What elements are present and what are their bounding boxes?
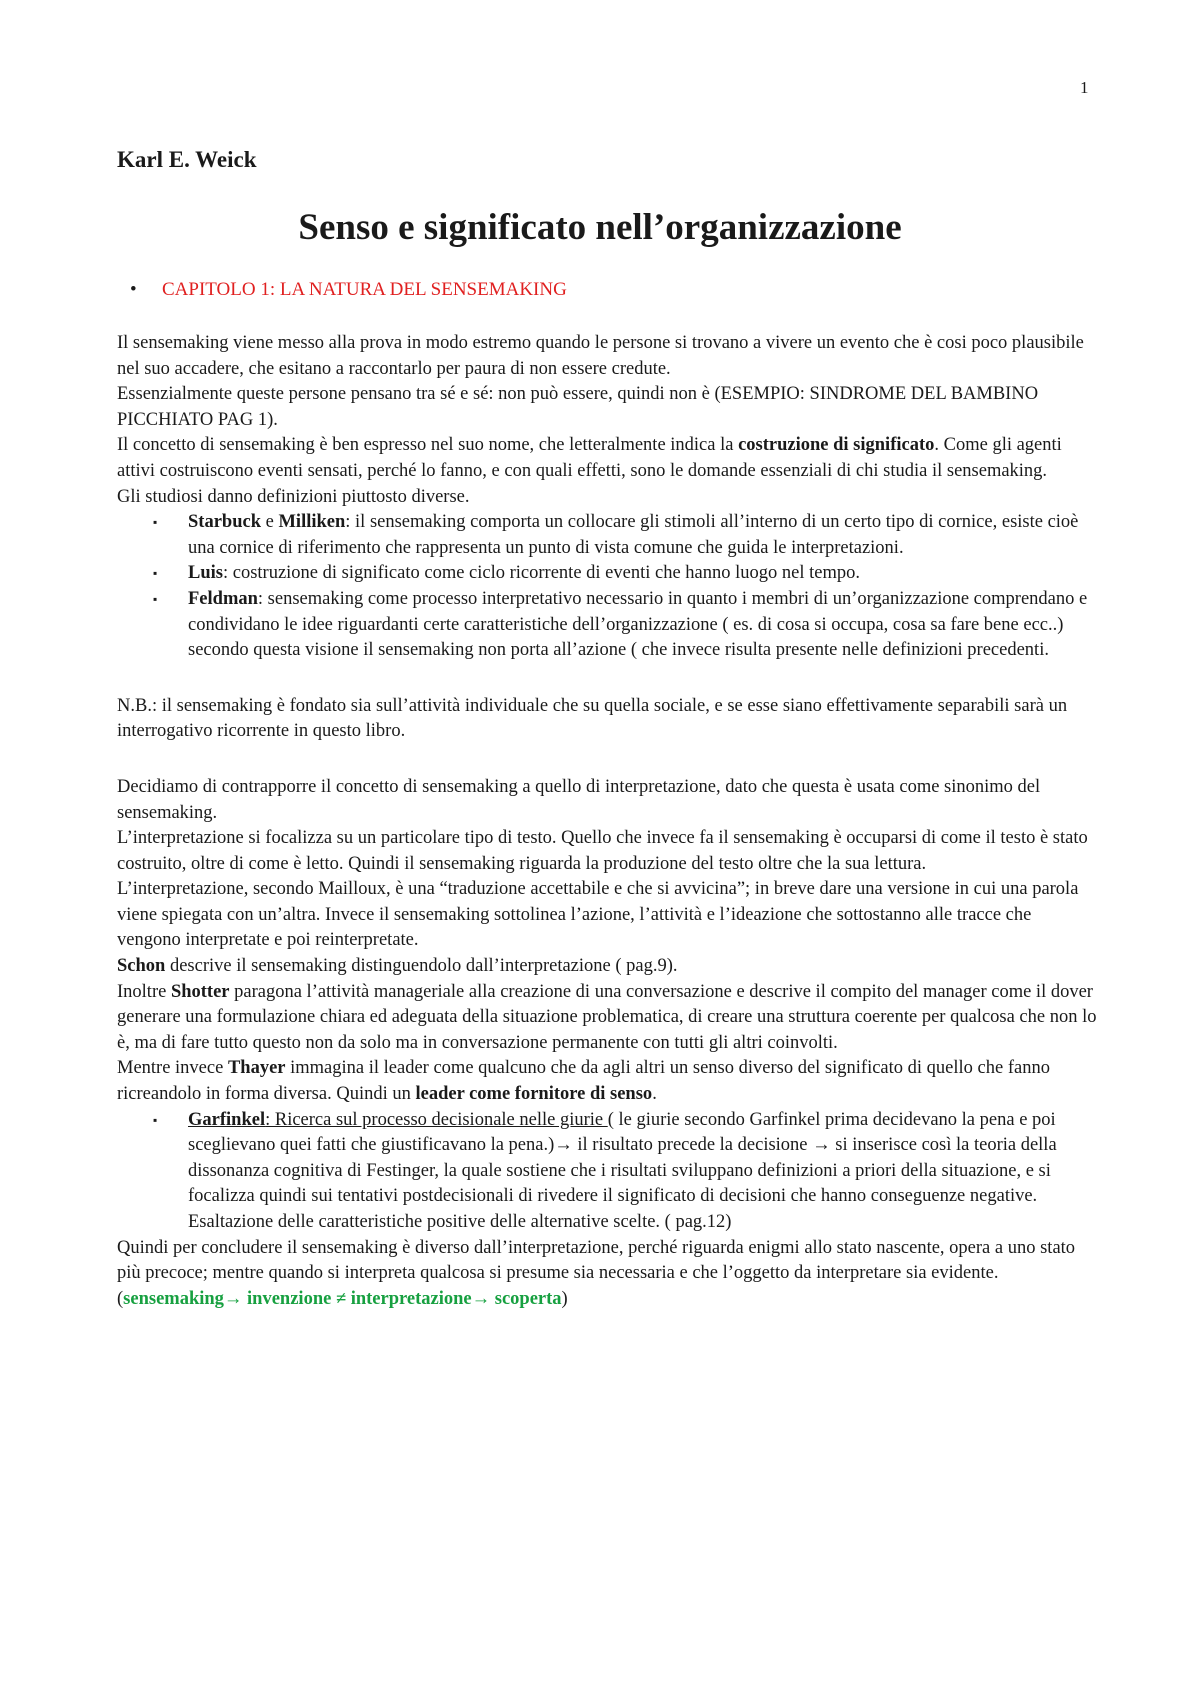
paragraph: L’interpretazione si focalizza su un particolare tipo di testo. Quello che invece fa il sensemaking è occuparsi di come il testo è stato costruito, oltre di come è letto. Quindi il sensemaking riguarda la produzione del testo oltre che la sua lettura. <box>117 828 1088 874</box>
text-run: Inoltre <box>117 981 171 1002</box>
paragraph <box>117 1056 1097 1107</box>
page-number: 1 <box>1080 78 1089 97</box>
text-run: descrive il sensemaking distinguendolo dall’interpretazione ( pag.9). <box>165 956 678 977</box>
author-name: Karl E. Weick <box>117 147 257 172</box>
text-run: ( le giurie secondo Garfinkel prima decidevano la pena e poi sceglievano quei fatti che giustificavano la pena.)→ il risultato precede la decisione → si inserisce così la teoria della dissonanza cognitiva di Festinger, la quale sostiene che i risultati sviluppano definizioni a priori della situazione, e si focalizza quindi sui tentativi postdecisionali di rivedere il significato di decisioni che hanno conseguenze negative. Esaltazione delle caratteristiche positive delle alternative scelte. ( pag.12) <box>188 1109 1057 1232</box>
text-run: . <box>652 1084 657 1105</box>
paragraph: Gli studiosi danno definizioni piuttosto diverse. <box>117 486 470 507</box>
list-item <box>117 510 1097 561</box>
square-bullet-icon: ▪ <box>153 566 158 581</box>
author-term: Schon <box>117 956 166 977</box>
author-term: Thayer <box>227 1058 286 1079</box>
bold-term: costruzione di significato <box>738 435 935 456</box>
spacer <box>117 664 1097 694</box>
author-term: Feldman <box>188 588 258 609</box>
square-bullet-icon: ▪ <box>153 591 158 606</box>
body-text <box>117 331 1097 1312</box>
definitions-list <box>117 510 1097 664</box>
text-run: : il sensemaking comporta un collocare gli stimoli all’interno di un certo tipo di cornice, esiste cioè una cornice di riferimento che rappresenta un punto di vista comune che guida le interpretazioni. <box>188 512 1079 558</box>
nb-paragraph: N.B.: il sensemaking è fondato sia sull’attività individuale che su quella sociale, e se esse siano effettivamente separabili sarà un interrogativo ricorrente in questo libro. <box>117 695 1068 742</box>
chapter-heading <box>130 279 567 301</box>
text-run: immagina il leader come qualcuno che da agli altri un senso diverso del significato di quello che fanno ricreandolo in forma diversa. Quindi un <box>117 1058 1050 1105</box>
paragraph: Essenzialmente queste persone pensano tra sé e sé: non può essere, quindi non è (ESEMPIO: SINDROME DEL BAMBINO PICCHIATO PAG 1). <box>117 384 1039 430</box>
underlined-text: : Ricerca sul processo decisionale nelle giurie <box>265 1109 608 1130</box>
author-term: Starbuck <box>188 512 261 533</box>
text-run: paragona l’attività manageriale alla creazione di una conversazione e descrive il compito del manager come il dover generare una formulazione chiara ed adeguata della situazione problematica, di creare una struttura coerente per qualcosa che non lo è, ma di fare tutto questo non da solo ma in conversazione permanente con tutti gli altri coinvolti. <box>117 981 1097 1053</box>
text-run: : costruzione di significato come ciclo ricorrente di eventi che hanno luogo nel tempo. <box>222 563 860 584</box>
author-term: Milliken <box>278 512 346 533</box>
text-run: ( <box>117 1288 124 1309</box>
bold-term: leader come fornitore di senso <box>415 1084 653 1105</box>
bullet-dot-icon: • <box>130 279 137 300</box>
text-run: Mentre invece <box>117 1058 228 1079</box>
text-run: ) <box>561 1288 568 1309</box>
formula-line <box>117 1287 1097 1313</box>
paragraph: L’interpretazione, secondo Mailloux, è una “traduzione accettabile e che si avvicina”; in breve dare una versione in cui una parola viene spiegata con un’altra. Invece il sensemaking sottolinea l’azione, l’attività e l’ideazione che sottostanno alle tracce che vengono interpretate e poi reinterpretate. <box>117 879 1079 951</box>
garfinkel-list <box>117 1108 1097 1236</box>
paragraph <box>117 433 1097 484</box>
author-term: Garfinkel <box>188 1109 266 1130</box>
paragraph: Decidiamo di contrapporre il concetto di sensemaking a quello di interpretazione, dato che questa è usata come sinonimo del sensemaking. <box>117 776 1041 823</box>
paragraph <box>117 954 1097 980</box>
document-title: Senso e significato nell’organizzazione <box>298 207 902 248</box>
spacer <box>117 745 1097 775</box>
list-item <box>117 561 1097 587</box>
author-term: Shotter <box>170 981 230 1002</box>
text-run: : sensemaking come processo interpretativo necessario in quanto i membri di un’organizzazione comprendano e condividano le idee riguardanti certe caratteristiche dell’organizzazione ( es. di cosa si occupa, cosa sa fare bene ecc..) secondo questa visione il sensemaking non porta all’azione ( che invece risulta presente nelle definizioni precedenti. <box>188 588 1088 661</box>
chapter-title: CAPITOLO 1: LA NATURA DEL SENSEMAKING <box>162 279 567 300</box>
text-run: e <box>261 512 279 533</box>
text-run: . Come gli agenti attivi costruiscono eventi sensati, perché lo fanno, e con quali effetti, sono le domande essenziali di chi studia il sensemaking. <box>117 435 1062 481</box>
list-item <box>117 1108 1097 1236</box>
paragraph <box>117 980 1097 1057</box>
paragraph: Quindi per concludere il sensemaking è diverso dall’interpretazione, perché riguarda enigmi allo stato nascente, opera a uno stato più precoce; mentre quando si interpreta qualcosa si presume sia necessaria e che l’oggetto da interpretare sia evidente. <box>117 1237 1076 1284</box>
author-term: Luis <box>188 563 223 584</box>
text-run: Il concetto di sensemaking è ben espresso nel suo nome, che letteralmente indica la <box>117 435 739 456</box>
square-bullet-icon: ▪ <box>153 1112 158 1127</box>
highlighted-formula: sensemaking→ invenzione ≠ interpretazione→ scoperta <box>123 1288 562 1309</box>
list-item <box>117 587 1097 664</box>
square-bullet-icon: ▪ <box>153 515 158 530</box>
paragraph: Il sensemaking viene messo alla prova in modo estremo quando le persone si trovano a vivere un evento che è cosi poco plausibile nel suo accadere, che esitano a raccontarlo per paura di non essere credute. <box>117 333 1084 379</box>
